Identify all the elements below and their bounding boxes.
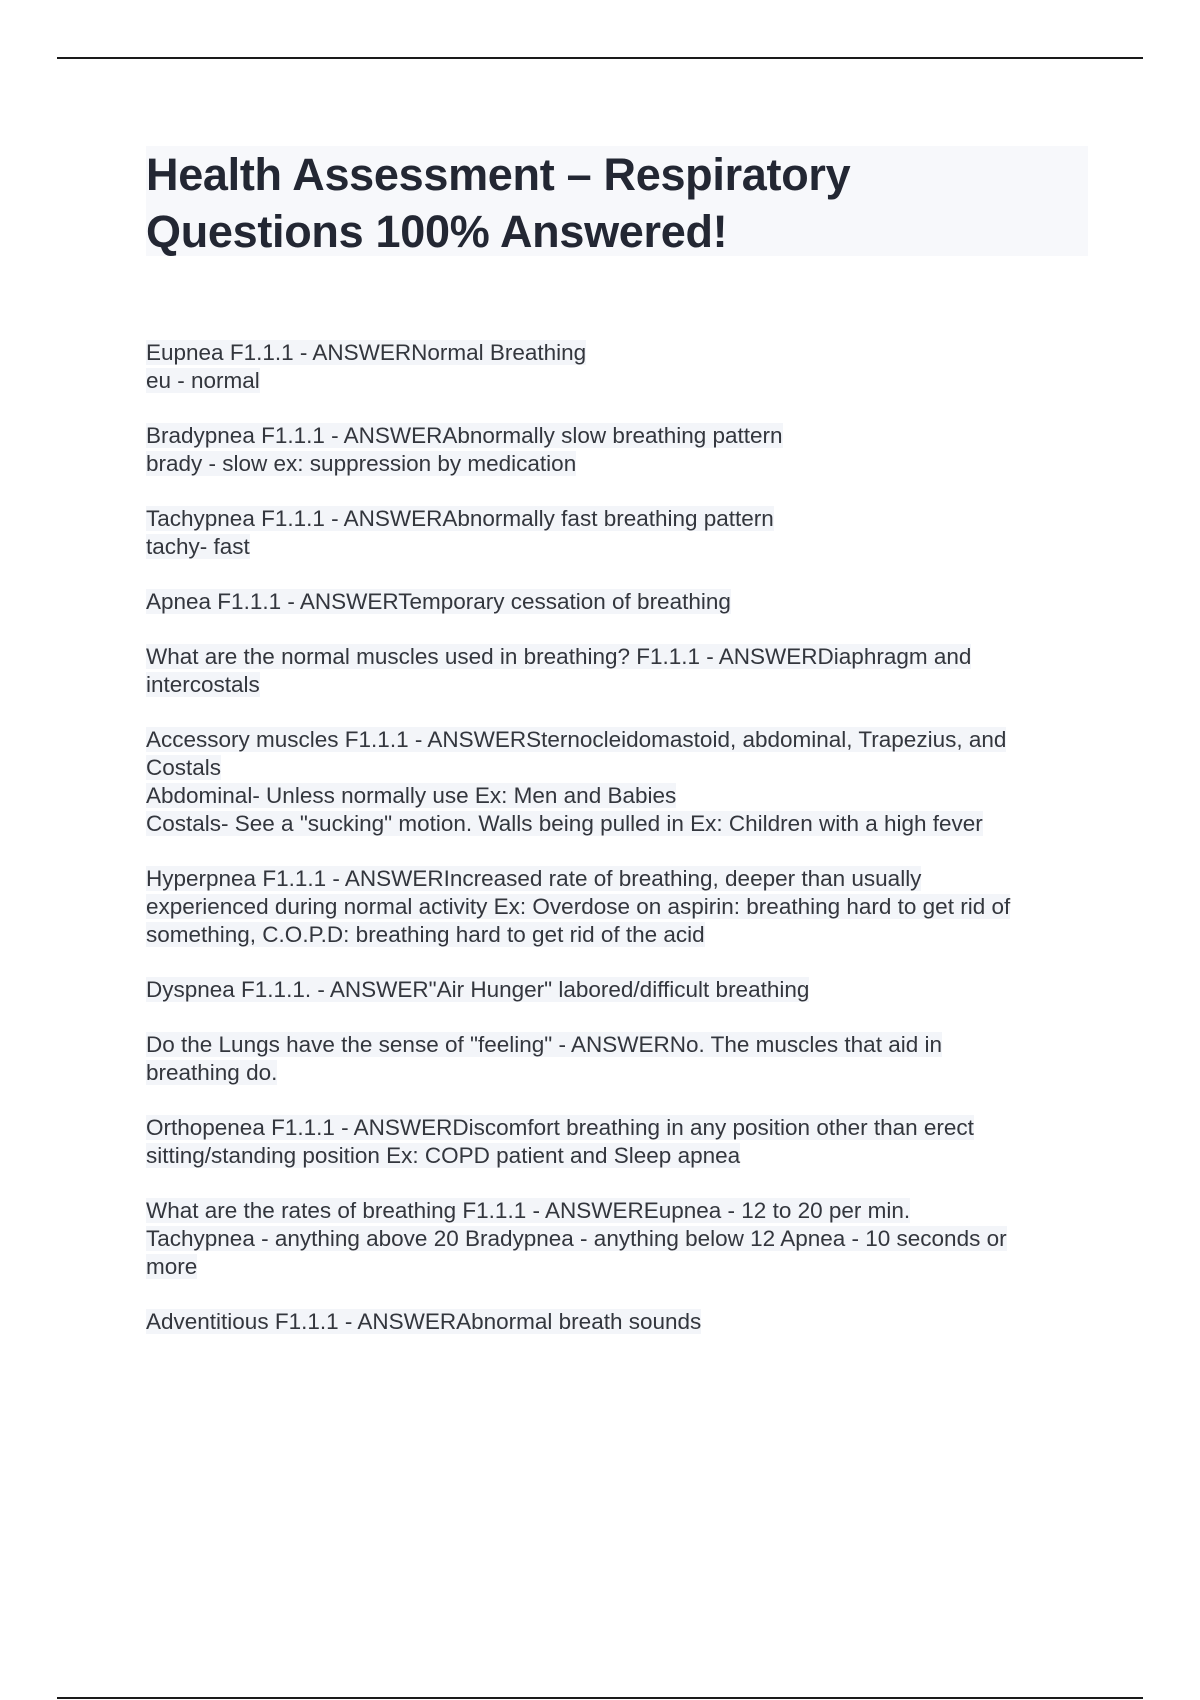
qa-line: breathing do. (146, 1060, 278, 1085)
qa-item-eupnea (146, 339, 1088, 395)
qa-line: Hyperpnea F1.1.1 - ANSWERIncreased rate of breathing, deeper than usually (146, 866, 922, 891)
qa-line: What are the rates of breathing F1.1.1 - ANSWEREupnea - 12 to 20 per min. (146, 1198, 911, 1223)
title-line: Health Assessment – Respiratory (146, 149, 851, 200)
qa-line: something, C.O.P.D: breathing hard to get rid of the acid (146, 922, 705, 947)
qa-list (146, 339, 1088, 1363)
qa-line: Tachypnea - anything above 20 Bradypnea - anything below 12 Apnea - 10 seconds or (146, 1226, 1007, 1251)
qa-line: Bradypnea F1.1.1 - ANSWERAbnormally slow breathing pattern (146, 423, 783, 448)
top-rule (57, 57, 1143, 59)
qa-line: Tachypnea F1.1.1 - ANSWERAbnormally fast breathing pattern (146, 506, 774, 531)
title-line: Questions 100% Answered! (146, 206, 728, 257)
qa-line: Eupnea F1.1.1 - ANSWERNormal Breathing (146, 340, 587, 365)
qa-line: Accessory muscles F1.1.1 - ANSWERSternocleidomastoid, abdominal, Trapezius, and (146, 727, 1007, 752)
qa-line: brady - slow ex: suppression by medication (146, 451, 577, 476)
qa-line: Do the Lungs have the sense of "feeling" - ANSWERNo. The muscles that aid in (146, 1032, 942, 1057)
qa-item-tachypnea (146, 505, 1088, 561)
qa-line: Adventitious F1.1.1 - ANSWERAbnormal breath sounds (146, 1309, 702, 1334)
qa-line: What are the normal muscles used in breathing? F1.1.1 - ANSWERDiaphragm and (146, 644, 972, 669)
qa-line: Costals (146, 755, 222, 780)
qa-line: experienced during normal activity Ex: Overdose on aspirin: breathing hard to get rid of (146, 894, 1011, 919)
qa-item-dyspnea (146, 976, 1088, 1004)
qa-line: sitting/standing position Ex: COPD patient and Sleep apnea (146, 1143, 741, 1168)
qa-item-breathing-rates (146, 1197, 1088, 1281)
qa-item-apnea (146, 588, 1088, 616)
qa-item-normal-muscles (146, 643, 1088, 699)
page-title (146, 146, 1088, 260)
qa-line: more (146, 1254, 198, 1279)
qa-item-bradypnea (146, 422, 1088, 478)
qa-line: eu - normal (146, 368, 260, 393)
qa-line: intercostals (146, 672, 260, 697)
qa-line: Dyspnea F1.1.1. - ANSWER"Air Hunger" labored/difficult breathing (146, 977, 810, 1002)
qa-item-orthopenea (146, 1114, 1088, 1170)
qa-item-hyperpnea (146, 865, 1088, 949)
qa-line: Apnea F1.1.1 - ANSWERTemporary cessation of breathing (146, 589, 731, 614)
qa-line: Orthopenea F1.1.1 - ANSWERDiscomfort breathing in any position other than erect (146, 1115, 974, 1140)
qa-item-lungs-feeling (146, 1031, 1088, 1087)
qa-line: Abdominal- Unless normally use Ex: Men and Babies (146, 783, 677, 808)
qa-line: Costals- See a "sucking" motion. Walls being pulled in Ex: Children with a high fever (146, 811, 983, 836)
qa-line: tachy- fast (146, 534, 250, 559)
qa-item-adventitious (146, 1308, 1088, 1336)
title-block (146, 146, 1088, 256)
qa-item-accessory-muscles (146, 726, 1088, 838)
bottom-rule (57, 1697, 1143, 1699)
